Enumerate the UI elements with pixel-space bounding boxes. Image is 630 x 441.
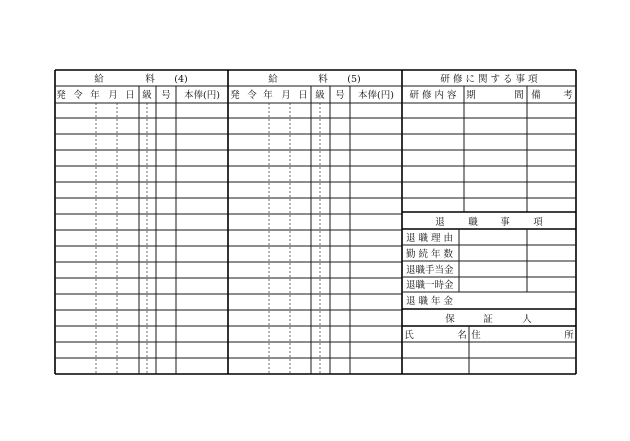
- guarantor-header-name-b: 名: [457, 330, 467, 341]
- salary-5-row-lines: [228, 118, 402, 358]
- right-block: [402, 70, 576, 374]
- salary-5-header-grade: 級: [315, 90, 325, 101]
- training-header-notes-b: 考: [563, 90, 573, 101]
- training-header-period-a: 期: [466, 90, 476, 101]
- salary-4-title-number: (4): [174, 74, 188, 85]
- salary-4-header-grade: 級: [142, 90, 152, 101]
- guarantor-title-c: 人: [522, 314, 532, 325]
- salary-4-header-day: 日: [125, 90, 135, 101]
- training-section: [402, 73, 576, 212]
- salary-table-4: [55, 70, 228, 374]
- retirement-title-b: 職: [468, 217, 478, 228]
- retirement-section: [402, 212, 576, 307]
- salary-4-title-ryo: 料: [145, 74, 155, 85]
- guarantor-header-address-a: 住: [471, 330, 481, 341]
- guarantor-title-b: 証: [483, 314, 493, 325]
- salary-4-header-month: 月: [108, 90, 118, 101]
- salary-5-header-step: 号: [335, 90, 345, 101]
- training-header-notes-a: 備: [531, 90, 541, 101]
- salary-5-title-number: (5): [347, 74, 361, 85]
- retirement-title-a: 退: [435, 217, 445, 228]
- retirement-years-label: 勤 続 年 数: [406, 249, 454, 260]
- salary-4-row-lines: [55, 118, 228, 358]
- salary-4-header-base-pay: 本俸(円): [184, 90, 220, 101]
- salary-5-header-rei: 令: [247, 90, 257, 101]
- salary-5-header-month: 月: [281, 90, 291, 101]
- guarantor-title-a: 保: [445, 314, 455, 325]
- salary-5-header-day: 日: [298, 90, 308, 101]
- guarantor-header-name-a: 氏: [404, 330, 414, 341]
- retirement-lump-sum-label: 退職一時金: [406, 280, 454, 291]
- guarantor-header-address-b: 所: [564, 330, 574, 341]
- training-title: 研 修 に 関 す る 事 項: [440, 74, 538, 85]
- salary-5-title-ryo: 料: [318, 74, 328, 85]
- salary-4-header-year: 年: [90, 90, 100, 101]
- salary-5-title-kyu: 給: [268, 74, 278, 85]
- salary-5-header-base-pay: 本俸(円): [358, 90, 394, 101]
- guarantor-section: [402, 309, 576, 374]
- retirement-title-c: 事: [500, 217, 510, 228]
- salary-4-header-hatsu: 発: [56, 90, 66, 101]
- retirement-reason-label: 退 職 理 由: [406, 233, 454, 244]
- salary-table-5: [228, 70, 402, 374]
- training-row-lines: [402, 118, 576, 198]
- salary-4-title-kyu: 給: [94, 74, 104, 85]
- retirement-allowance-label: 退職手当金: [406, 265, 454, 276]
- training-header-content: 研 修 内 容: [409, 90, 457, 101]
- salary-5-header-year: 年: [263, 90, 273, 101]
- salary-4-header-rei: 令: [73, 90, 83, 101]
- retirement-title-d: 項: [533, 217, 543, 228]
- training-header-period-b: 間: [514, 90, 524, 101]
- salary-4-header-step: 号: [161, 90, 171, 101]
- retirement-pension-label: 退 職 年 金: [406, 296, 454, 307]
- salary-5-header-hatsu: 発: [230, 90, 240, 101]
